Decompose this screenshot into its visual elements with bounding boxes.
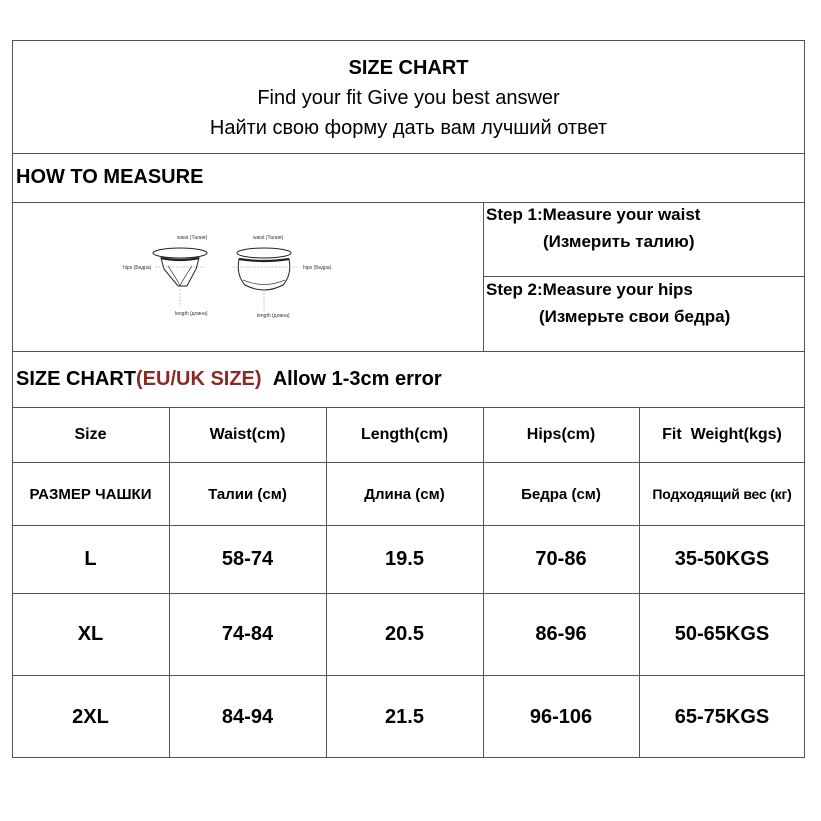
table-cell: 70-86: [535, 548, 587, 570]
table-cell: 35-50KGS: [674, 548, 770, 570]
divider: [483, 276, 805, 277]
col-header-hips: Hips(cm): [526, 426, 596, 443]
col-header-size: Size: [74, 426, 107, 443]
divider: [483, 202, 484, 351]
step2-text-ru: (Измерьте свои бедра): [539, 307, 731, 326]
step2-text: Step 2:Measure your hips: [486, 280, 693, 299]
col-header-length: Length(cm): [360, 426, 449, 443]
subtitle-en: Find your fit Give you best answer: [257, 86, 560, 109]
col-header-hips-ru: Бедра (см): [521, 485, 601, 503]
table-cell: 74-84: [221, 623, 274, 645]
size-chart-heading-suffix: Allow 1-3cm error: [272, 368, 442, 390]
col-header-length-ru: Длина (см): [364, 485, 445, 503]
col-header-size-ru: РАЗМЕР ЧАШКИ: [29, 485, 152, 503]
table-cell: 96-106: [529, 705, 593, 728]
table-cell: L: [84, 548, 97, 570]
how-to-measure-heading: HOW TO MEASURE: [16, 166, 204, 188]
waist-label-front: waist (Талия): [177, 235, 208, 241]
step1-text-ru: (Измерить талию): [543, 232, 695, 251]
table-cell: 2XL: [72, 705, 109, 728]
table-cell: 19.5: [385, 548, 424, 570]
col-header-waist-ru: Талии (см): [208, 485, 287, 503]
page-title: SIZE CHART: [348, 56, 469, 79]
table-cell: 21.5: [385, 705, 424, 728]
table-cell: 65-75KGS: [674, 705, 770, 728]
col-header-waist: Waist(cm): [209, 426, 286, 443]
col-header-weight: Fit Weight(kgs): [662, 426, 782, 443]
size-chart-heading: [16, 368, 442, 391]
table-cell: 20.5: [385, 623, 424, 645]
hips-label-front: hips (Бедра): [123, 265, 152, 271]
size-chart-heading-highlight: (EU/UK SIZE): [136, 368, 262, 390]
table-cell: 84-94: [221, 705, 274, 728]
measure-diagram: [115, 225, 350, 325]
brief-front-icon: [153, 248, 207, 307]
table-cell: 50-65KGS: [674, 623, 770, 645]
step1-text: Step 1:Measure your waist: [486, 205, 701, 224]
length-label-front: length (длина): [175, 311, 208, 317]
size-chart-heading-prefix: SIZE CHART: [16, 368, 136, 390]
divider: [12, 153, 805, 154]
divider: [12, 351, 805, 352]
divider: [12, 202, 805, 203]
hips-label-back: hips (Бедра): [303, 265, 332, 271]
col-header-weight-ru: Подходящий вес (кг): [652, 486, 792, 502]
table-cell: 86-96: [535, 623, 587, 645]
subtitle-ru: Найти свою форму дать вам лучший ответ: [209, 116, 608, 139]
brief-back-icon: [233, 248, 297, 311]
length-label-back: length (длина): [257, 313, 290, 319]
waist-label-back: waist (Талия): [253, 235, 284, 241]
table-cell: XL: [77, 623, 104, 645]
table-cell: 58-74: [221, 548, 274, 570]
